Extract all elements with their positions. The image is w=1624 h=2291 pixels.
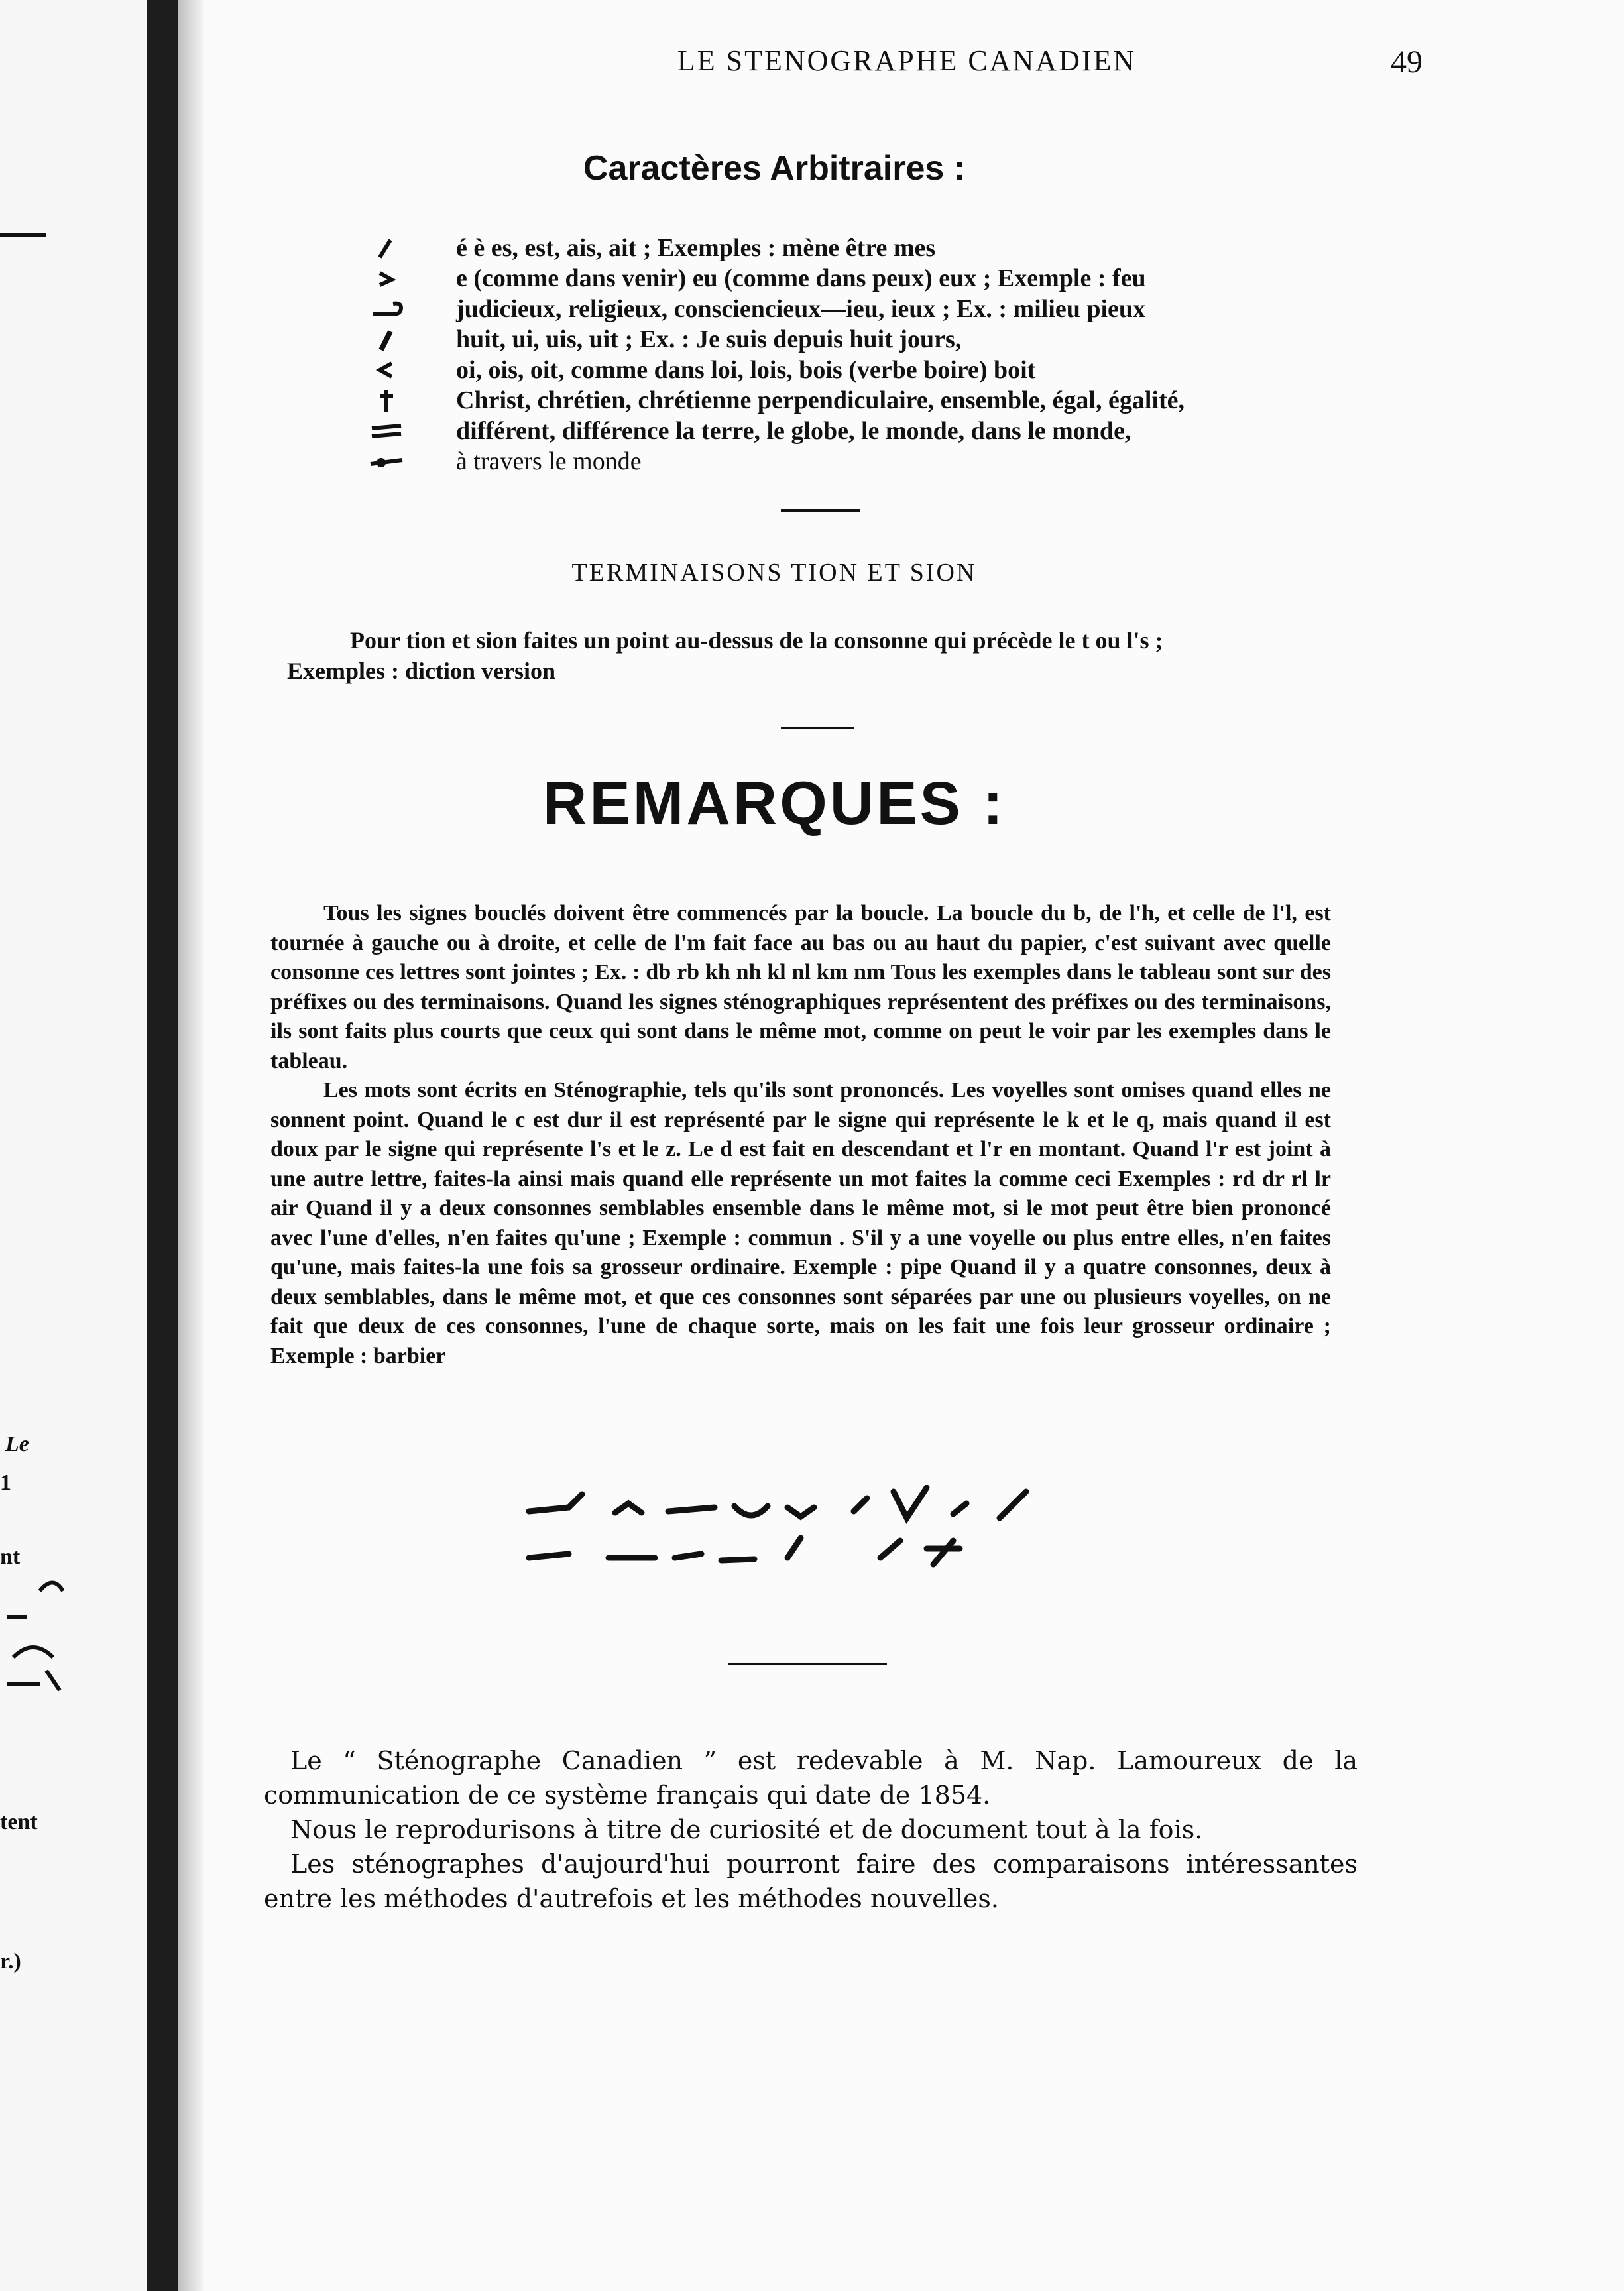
page-number: 49 [1391, 44, 1422, 80]
left-fragment-1: Le [5, 1432, 29, 1456]
shorthand-sign-christ [367, 386, 406, 415]
remarques-body [270, 899, 1331, 1371]
left-page-fragment [0, 0, 147, 2291]
shorthand-sign-eu [367, 264, 406, 293]
left-shorthand-marks [0, 1578, 80, 1710]
left-fragment-4: tent [0, 1810, 38, 1834]
divider-2 [781, 727, 854, 729]
book-binding [147, 0, 178, 2291]
arbitrary-line-3: judicieux, religieux, consciencieux—ieu, ieux ; Ex. : milieu pieux [456, 295, 1146, 323]
shorthand-examples-strip [522, 1485, 1053, 1584]
footer-paragraph-2: Nous le reprodurisons à titre de curiosité et de document tout à la fois. [290, 1815, 1203, 1844]
left-page-rule [0, 233, 46, 237]
remarques-title: REMARQUES : [542, 770, 1006, 837]
shorthand-sign-ieux [367, 294, 406, 323]
left-fragment-5: r.) [0, 1949, 21, 1973]
page [204, 0, 1624, 2291]
terminaisons-line-1: Pour tion et sion faites un point au-dessus de la consonne qui précède le t ou l's ; [350, 627, 1163, 654]
remarques-paragraph-2: Les mots sont écrits en Sténographie, tels qu'ils sont prononcés. Les voyelles sont omises quand elles ne sonnent point. Quand le c est dur il est représenté par le signe qui représente le k et le q, mais quand il est doux par le signe qui représente l's et le z. Le d est fait en descendant et l'r en montant. Quand l'r est joint à une autre lettre, faites-la ainsi mais quand elle représente un mot faites la comme ceci Exemples : rd dr rl lr air Quand il y a deux consonnes semblables ensemble dans le même mot, si le mot peut être bien prononcé avec l'une d'elles, n'en faites qu'une ; Exemple : commun . S'il y a une voyelle ou plus entre elles, n'en faites qu'une, mais faites-la une fois sa grosseur ordinaire. Exemple : pipe Quand il y a quatre consonnes, deux à deux semblables, dans le même mot, et que ces consonnes sont séparées par une ou plusieurs voyelles, on ne fait que deux de ces consonnes, l'une de chaque sorte, mais on les fait une fois leur grosseur ordinaire ; Exemple : barbier [270, 1078, 1331, 1368]
terminaisons-line-2: Exemples : diction version [287, 658, 555, 684]
left-fragment-2: 1 [0, 1470, 11, 1495]
left-fragment-3: nt [0, 1545, 21, 1569]
shorthand-sign-different [367, 416, 406, 445]
binding-shadow [178, 0, 204, 2291]
divider-1 [781, 509, 860, 512]
arbitrary-line-8: à travers le monde [456, 447, 642, 475]
footer-note [264, 1743, 1358, 1916]
footer-paragraph-3: Les sténographes d'aujourd'hui pourront faire des comparaisons intéressantes entre les méthodes d'autrefois et les méthodes nouvelles. [264, 1850, 1358, 1913]
footer-paragraph-1: Le “ Sténographe Canadien ” est redevable à M. Nap. Lamoureux de la communication de ce système français qui date de 1854. [264, 1746, 1358, 1810]
arbitrary-line-1: é è es, est, ais, ait ; Exemples : mène être mes [456, 234, 936, 262]
shorthand-sign-ui [367, 325, 406, 354]
running-header: LE STENOGRAPHE CANADIEN [677, 44, 1137, 77]
section-title-arbitraires: Caractères Arbitraires : [583, 149, 966, 188]
shorthand-sign-e [367, 233, 406, 263]
arbitrary-line-5: oi, ois, oit, comme dans loi, lois, bois (verbe boire) boit [456, 356, 1036, 384]
shorthand-sign-oi [367, 355, 406, 384]
remarques-paragraph-1: Tous les signes bouclés doivent être commencés par la boucle. La boucle du b, de l'h, et celle de l'l, est tournée à gauche ou à droite, et celle de l'm fait face au bas ou au haut du papier, c'est suivant avec quelle consonne ces lettres sont jointes ; Ex. : db rb kh nh kl nl km nm Tous les exemples dans le tableau sont sur des préfixes ou des terminaisons. Quand les signes sténographiques représentent des préfixes ou des terminaisons, ils sont faits plus courts que ceux qui sont dans le même mot, comme on peut le voir par les exemples dans le tableau. [270, 901, 1331, 1073]
arbitrary-line-7: différent, différence la terre, le globe, le monde, dans le monde, [456, 417, 1131, 445]
arbitrary-line-6: Christ, chrétien, chrétienne perpendiculaire, ensemble, égal, égalité, [456, 386, 1185, 414]
arbitrary-line-2: e (comme dans venir) eu (comme dans peux) eux ; Exemple : feu [456, 264, 1146, 292]
divider-3 [728, 1663, 887, 1665]
shorthand-sign-a-travers [367, 447, 406, 476]
arbitrary-line-4: huit, ui, uis, uit ; Ex. : Je suis depuis huit jours, [456, 325, 962, 353]
terminaisons-title: TERMINAISONS TION ET SION [571, 559, 977, 587]
